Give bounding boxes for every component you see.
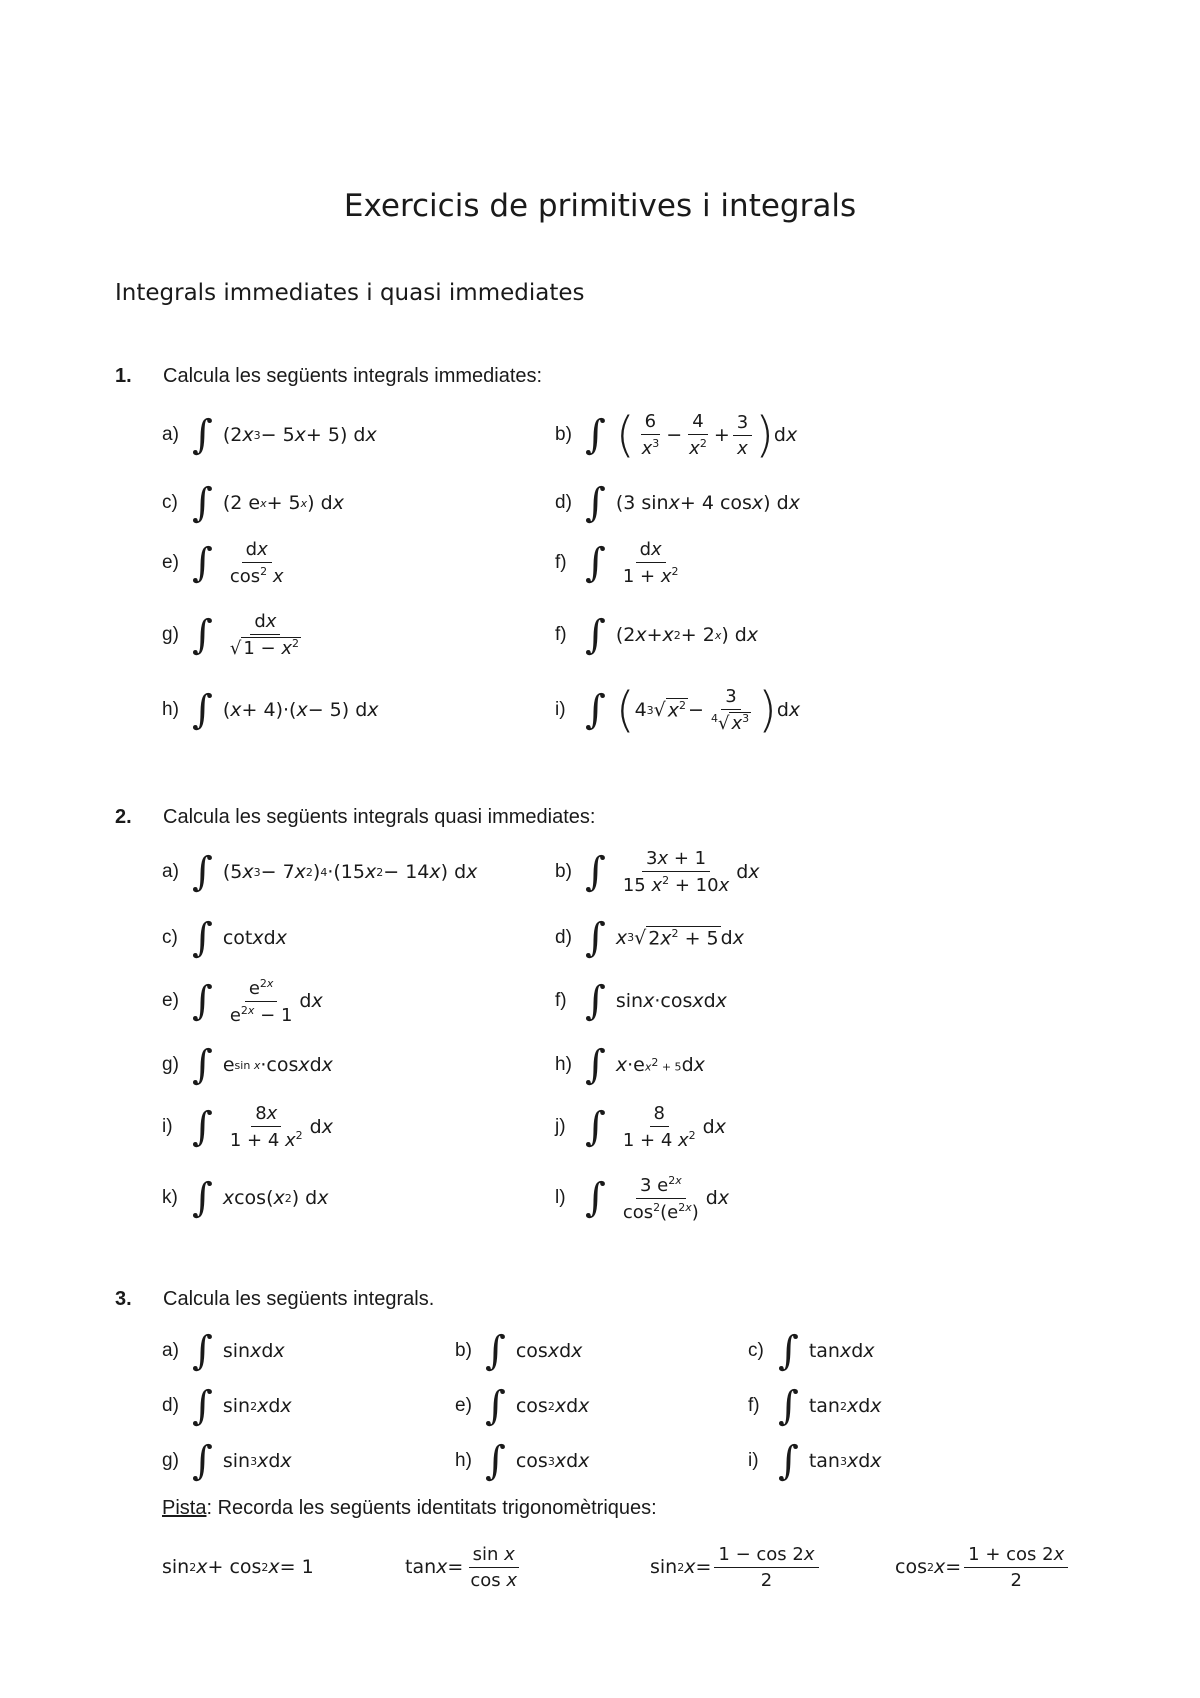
identity-tan: tan x = $\frac{\text{sin x}}{\text{cos x}}$ (405, 1543, 517, 1591)
exercise-label: f) (748, 1395, 760, 1416)
expression: ( 4 3 √ $x^2$ − $\frac{3}{^4√ x^3}$ ) d x (615, 682, 801, 738)
integral-sign: ∫ (485, 1328, 506, 1374)
integral-sign: ∫ (585, 1042, 606, 1088)
exercise-label: g) (162, 624, 179, 645)
exercise-label: i) (555, 699, 566, 720)
integral-sign: ∫ (585, 915, 606, 961)
hint (162, 1497, 657, 1520)
integral-sign: ∫ (585, 612, 606, 658)
hint-label: Pista (162, 1497, 207, 1519)
identity-sin-squared: sin 2 x = $\frac{1 - \cos 2x}{2}$ (650, 1532, 822, 1602)
expression: ( x + 4)·( x − 5) d x (222, 699, 379, 721)
question-1 (115, 365, 542, 388)
exercise-2f (555, 966, 727, 1036)
expression: cos 2 x d x (515, 1395, 590, 1417)
exercise-label: h) (455, 1450, 472, 1471)
integral-sign: ∫ (192, 1042, 213, 1088)
exercise-2c (162, 903, 287, 973)
integral-sign: ∫ (192, 480, 213, 526)
exercise-label: h) (555, 1054, 572, 1075)
question-number: 3. (115, 1288, 132, 1310)
page-title: Exercicis de primitives i integrals (343, 188, 857, 224)
integral-sign: ∫ (192, 412, 213, 458)
expression: $\frac{dx}{1 + x^2}$ (622, 539, 679, 587)
expression: (2 x + x 2 + 2 x ) d x (615, 624, 759, 646)
exercise-label: d) (555, 492, 572, 513)
exercise-2a (162, 837, 477, 907)
section-heading: Integrals immediates i quasi immediates (115, 280, 585, 306)
identity-cos-squared: cos 2 x = $\frac{1 + \cos 2x}{2}$ (895, 1532, 1071, 1602)
question-3 (115, 1288, 434, 1311)
exercise-label: e) (162, 990, 179, 1011)
exercise-label: d) (555, 927, 572, 948)
expression: sin x d x (222, 1340, 285, 1362)
exercise-1i (555, 675, 800, 745)
integral-sign: ∫ (585, 480, 606, 526)
exercise-1a (162, 400, 377, 470)
exercise-3i (748, 1426, 882, 1496)
exercise-1g (162, 600, 308, 670)
expression: tan 2 x d x (808, 1395, 882, 1417)
exercise-label: i) (162, 1116, 173, 1137)
exercise-label: e) (162, 552, 179, 573)
exercise-label: b) (555, 861, 572, 882)
integral-sign: ∫ (192, 540, 213, 586)
exercise-2d (555, 903, 744, 973)
integral-sign: ∫ (192, 1175, 213, 1221)
exercise-label: f) (555, 990, 567, 1011)
integral-sign: ∫ (485, 1438, 506, 1484)
integral-sign: ∫ (192, 1104, 213, 1150)
exercise-2i (162, 1092, 333, 1162)
integral-sign: ∫ (192, 687, 213, 733)
expression: (3 sin x + 4 cos x ) d x (615, 492, 800, 514)
integral-sign: ∫ (192, 612, 213, 658)
exercise-2l (555, 1163, 729, 1233)
exercise-label: k) (162, 1187, 178, 1208)
exercise-2e (162, 966, 323, 1036)
question-text: Calcula les següents integrals. (163, 1288, 435, 1310)
exercise-1e (162, 528, 291, 598)
exercise-label: a) (162, 1340, 179, 1361)
exercise-1b (555, 400, 797, 470)
exercise-label: b) (555, 424, 572, 445)
integral-sign: ∫ (585, 1175, 606, 1221)
exercise-label: f) (555, 552, 567, 573)
question-2 (115, 806, 595, 829)
expression: x ·e $x^2 + 5$ d x (615, 1054, 705, 1076)
expression: $\frac{8}{1 + 4 x^2}$ d x (622, 1103, 726, 1151)
expression: ( $\frac{6}{x^3}$ − $\frac{4}{x^2}$ + $\frac{3}{x}$ ) d x (615, 407, 798, 463)
exercise-label: a) (162, 424, 179, 445)
expression: x 3 √ $2x^2 + 5$ d x (615, 926, 744, 950)
exercise-label: a) (162, 861, 179, 882)
expression: (5 x 3 − 7 x 2 ) 4 ·(15 x 2 − 14 x ) d x (222, 861, 478, 883)
exercise-label: f) (555, 624, 567, 645)
integral-sign: ∫ (192, 1383, 213, 1429)
hint-text: : Recorda les següents identitats trigonomètriques: (206, 1497, 657, 1519)
expression: cos x d x (515, 1340, 583, 1362)
expression: $\frac{dx}{√ 1 - x^2}$ (229, 611, 299, 659)
exercise-label: c) (162, 492, 178, 513)
integral-sign: ∫ (485, 1383, 506, 1429)
exercise-1h (162, 675, 379, 745)
exercise-2g (162, 1030, 333, 1100)
integral-sign: ∫ (585, 849, 606, 895)
expression: tan 3 x d x (808, 1450, 882, 1472)
expression: $\frac{e^{2x}}{e^{2x} - 1}$ d x (229, 976, 323, 1026)
exercise-label: c) (748, 1340, 764, 1361)
exercise-label: h) (162, 699, 179, 720)
expression: cos 3 x d x (515, 1450, 590, 1472)
expression: x cos( x 2 ) d x (222, 1187, 329, 1209)
integral-sign: ∫ (585, 1104, 606, 1150)
integral-sign: ∫ (585, 978, 606, 1024)
integral-sign: ∫ (778, 1328, 799, 1374)
expression: (2 x 3 − 5 x + 5) d x (222, 424, 377, 446)
exercise-3h (455, 1426, 589, 1496)
expression: sin x ·cos x d x (615, 990, 727, 1012)
expression: $\frac{3x + 1}{15 x^2 + 10x}$ d x (622, 848, 760, 896)
expression: e sin x ·cos x d x (222, 1054, 333, 1076)
exercise-1f2 (555, 600, 758, 670)
expression: $\frac{dx}{\cos^2 x}$ (229, 539, 284, 587)
exercise-label: d) (162, 1395, 179, 1416)
exercise-label: j) (555, 1116, 566, 1137)
exercise-label: b) (455, 1340, 472, 1361)
integral-sign: ∫ (778, 1383, 799, 1429)
integral-sign: ∫ (585, 687, 606, 733)
question-number: 2. (115, 806, 132, 828)
exercise-label: g) (162, 1054, 179, 1075)
exercise-label: e) (455, 1395, 472, 1416)
exercise-label: g) (162, 1450, 179, 1471)
expression: cot x d x (222, 927, 287, 949)
question-text: Calcula les següents integrals quasi immediates: (163, 806, 596, 828)
exercise-label: i) (748, 1450, 759, 1471)
integral-sign: ∫ (192, 1328, 213, 1374)
expression: sin 2 x d x (222, 1395, 292, 1417)
exercise-label: l) (555, 1187, 566, 1208)
exercise-2b (555, 837, 760, 907)
exercise-3g (162, 1426, 292, 1496)
exercise-2k (162, 1163, 329, 1233)
question-number: 1. (115, 365, 132, 387)
exercise-1f (555, 528, 685, 598)
identity-pythagorean: sin 2 x + cos 2 x = 1 (162, 1556, 314, 1578)
integral-sign: ∫ (585, 540, 606, 586)
expression: tan x d x (808, 1340, 875, 1362)
expression: $\frac{8x}{1 + 4 x^2}$ d x (229, 1103, 333, 1151)
expression: (2 e x + 5 x ) d x (222, 492, 344, 514)
integral-sign: ∫ (192, 849, 213, 895)
integral-sign: ∫ (192, 915, 213, 961)
integral-sign: ∫ (585, 412, 606, 458)
expression: $\frac{3 e^{2x}}{\cos^2(e^{2x})}$ d x (622, 1173, 730, 1223)
integral-sign: ∫ (192, 1438, 213, 1484)
exercise-2h (555, 1030, 705, 1100)
integral-sign: ∫ (192, 978, 213, 1024)
question-text: Calcula les següents integrals immediates: (163, 365, 543, 387)
expression: sin 3 x d x (222, 1450, 292, 1472)
integral-sign: ∫ (778, 1438, 799, 1484)
exercise-2j (555, 1092, 726, 1162)
exercise-label: c) (162, 927, 178, 948)
